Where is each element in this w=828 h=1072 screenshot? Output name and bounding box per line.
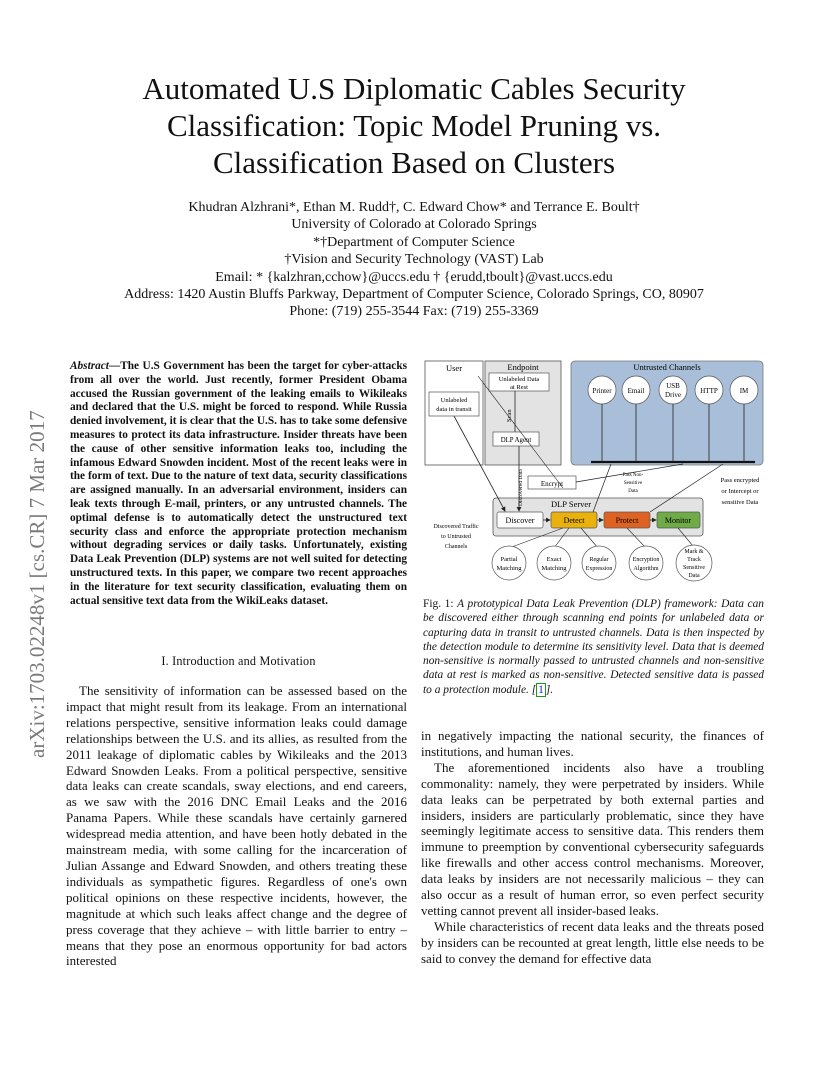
- pass-non-label-2: Sensitive: [623, 481, 643, 486]
- section-heading: I. Introduction and Motivation: [161, 654, 316, 668]
- mark-label-1: Mark &: [684, 549, 704, 555]
- left-column-body: [66, 683, 407, 969]
- right-column-body: [421, 728, 764, 967]
- pass-non-label-3: Data: [628, 489, 638, 494]
- author-phone: Phone: (719) 255-3544 Fax: (719) 255-3369: [289, 304, 539, 320]
- pass-enc-label-2: or Intercept or: [721, 488, 759, 495]
- abstract-lead: Abstract: [70, 360, 109, 372]
- intro-paragraph-3: While characteristics of recent data leaks and the threats posed by insiders can be recounted at great length, little else needs to be said to convey the demand for effective data: [421, 918, 764, 966]
- pass-non-label-1: Pass Non-: [622, 473, 644, 478]
- author-names: Khudran Alzhrani*, Ethan M. Rudd†, C. Edward Chow* and Terrance E. Boult†: [188, 200, 640, 215]
- unlabeled-rest-label-1: Unlabeled Data: [498, 376, 540, 383]
- regex-icon: [582, 546, 616, 580]
- http-label: HTTP: [700, 387, 718, 395]
- intro-paragraph-2: The aforementioned incidents also have a troubling commonality: namely, they were perpetrated by insiders. While data leaks can be perpetrated by both external parties and insiders, insiders are particularly problematic, since they have seemingly legitimate access to sensitive data. This renders them immune to preemption by conventional cybersecurity safeguards like firewalls and other access control mechanisms. Moreover, data leaks by insiders are not necessarily malicious – they can also occur as a result of human error, so even perfect security vetting cannot prevent all insider-based leaks.: [421, 759, 764, 918]
- traffic-label-3: Channels: [444, 544, 468, 550]
- dlp-server-label: DLP Server: [550, 499, 592, 509]
- partial-label-1: Partial: [500, 556, 518, 563]
- traffic-label-2: to Untrusted: [441, 534, 471, 540]
- arxiv-stamp: [16, 290, 56, 770]
- figure-dlp-framework: [423, 358, 765, 590]
- partial-label-2: Matching: [496, 565, 522, 572]
- enc-alg-label-1: Encryption: [632, 557, 660, 563]
- mark-label-3: Sensitive: [683, 565, 705, 571]
- endpoint-label: Endpoint: [507, 362, 539, 372]
- unlabeled-transit-label-1: Unlabeled: [440, 397, 468, 404]
- author-block: [60, 199, 768, 321]
- title-line-3: Classification Based on Clusters: [212, 145, 616, 180]
- dlp-diagram: [423, 358, 765, 590]
- caption-text: A prototypical Data Leak Prevention (DLP) framework: Data can be discovered either through scanning end points for unlabeled data or capturing data in transit to untrusted channels. Data is then inspected by the detection module to determine its sensitivity level. Data that is deemed non-sensitive is normally passed to untrusted channels and non-sensitive data at rest is marked as non-sensitive. Detected sensitive data is passed to a protection module.: [423, 598, 764, 696]
- title-line-2: Classification: Topic Model Pruning vs.: [166, 108, 662, 143]
- email-label: Email: [627, 387, 645, 395]
- caption-label: Fig. 1:: [423, 598, 454, 610]
- enc-alg-label-2: Algorithm: [633, 566, 659, 572]
- detect-label: Detect: [563, 516, 585, 525]
- traffic-label-1: Discovered Traffic: [433, 524, 479, 530]
- unlabeled-rest-label-2: at Rest: [510, 384, 528, 391]
- user-label: User: [445, 363, 463, 373]
- pass-enc-label-3: sensitive Data: [721, 499, 759, 506]
- printer-label: Printer: [592, 387, 612, 395]
- encrypt-label: Encrypt: [540, 480, 564, 488]
- pass-enc-label-1: Pass encrypted: [720, 477, 760, 484]
- exact-label-1: Exact: [546, 556, 562, 563]
- caption-citation-link[interactable]: 1: [538, 683, 544, 696]
- affiliation-university: University of Colorado at Colorado Springs: [291, 217, 537, 233]
- intro-paragraph-1: The sensitivity of information can be assessed based on the impact that might result from its leakage. From an international relations perspective, sensitive information leaks could damage relationships between the U.S. and its allies, as resulted from the 2011 leakage of diplomatic cables by Wikileaks and the 2013 Edward Snowden Leaks. From a political perspective, sensitive data leaks can create scandals, sway elections, and end careers, as we saw with the 2016 DNC Email Leaks and the 2016 Panama Papers. While these scandals have certainly garnered widespread media attention, and have been hotly debated in the mainstream media, with some calling for the incarceration of Julian Assange and Edward Snowden, and others treating these individuals as sympathetic figures. Regardless of one's own political opinions on these respective incidents, however, the magnitude at which such leaks affect change and the degree of press coverage that they achieve – with little barrier to entry – means that they pose an enormous opportunity for bad actors interested: [66, 683, 407, 969]
- scan-label: Scan: [506, 409, 513, 422]
- usb-label-1: USB: [666, 382, 680, 390]
- exact-label-2: Matching: [541, 565, 567, 572]
- regex-label-2: Expression: [585, 566, 613, 572]
- affiliation-department: *†Department of Computer Science: [313, 234, 515, 250]
- untrusted-label: Untrusted Channels: [633, 362, 701, 372]
- discover-label: Discover: [505, 516, 535, 525]
- dlp-agent-label: DLP Agent: [500, 437, 532, 444]
- encryption-algorithm-icon: [629, 546, 663, 580]
- paper-title: [60, 70, 768, 181]
- exact-matching-icon: [537, 546, 571, 580]
- discovered-data-label: Discovered Data: [518, 469, 524, 506]
- abstract: [70, 360, 407, 608]
- usb-label-2: Drive: [665, 391, 681, 399]
- encrypt-line: [576, 464, 683, 482]
- regex-label-1: Regular: [589, 557, 609, 563]
- author-emails: Email: * {kalzhran,cchow}@uccs.edu † {erudd,tboult}@vast.uccs.edu: [215, 269, 613, 285]
- unlabeled-transit-label-2: data in transit: [436, 406, 472, 413]
- mark-label-2: Track: [687, 557, 701, 563]
- mark-label-4: Data: [688, 573, 700, 579]
- monitor-label: Monitor: [664, 516, 692, 525]
- im-label: IM: [739, 387, 749, 395]
- usb-drive-icon: [659, 376, 687, 404]
- intro-paragraph-1-continued: in negatively impacting the national security, the finances of institutions, and human lives.: [421, 728, 764, 759]
- protect-label: Protect: [615, 516, 639, 525]
- author-address: Address: 1420 Austin Bluffs Parkway, Department of Computer Science, Colorado Springs, CO, 80907: [124, 287, 704, 303]
- title-line-1: Automated U.S Diplomatic Cables Security: [142, 71, 686, 106]
- abstract-text: —The U.S Government has been the target for cyber-attacks from all over the world. Just recently, former President Obama accused the Russian government of the leaking emails to Wikileaks and declared that the U.S. might be forced to respond. While Russia denied involvement, it is clear that the U.S. has to take some defensive measures to protect its data infrastructure. Insider threats have been the cause of other sensitive information leaks too, including the infamous Edward Snowden incident. Most of the recent leaks were in the form of text. Due to the nature of text data, security classifications are assigned manually. In an adversarial environment, insiders can leak texts through E-mail, printers, or any untrusted channels. The optimal defense is to automatically detect the unstructured text security class and enforce the appropriate protection mechanism without degrading services or daily tasks. Unfortunately, existing Data Leak Prevention (DLP) systems are not well suited for detecting unstructured texts. In this paper, we compare two recent approaches in the literature for text security classification, evaluating them on actual sensitive text data from the WikiLeaks dataset.: [70, 360, 407, 607]
- affiliation-lab: †Vision and Security Technology (VAST) Lab: [284, 252, 544, 268]
- figure-caption: Fig. 1: A prototypical Data Leak Prevention (DLP) framework: Data can be discovered either through scanning end points for unlabeled data or capturing data in transit to untrusted channels. Data is then inspected by the detection module to determine its sensitivity level. Data that is deemed non-sensitive is normally passed to untrusted channels and non-sensitive data at rest is marked as non-sensitive. Detected sensitive data is passed to a protection module. [ 1 ].: [423, 598, 764, 696]
- partial-matching-icon: [492, 546, 526, 580]
- arxiv-stamp-text: arXiv:1703.02248v1 [cs.CR] 7 Mar 2017: [25, 410, 49, 758]
